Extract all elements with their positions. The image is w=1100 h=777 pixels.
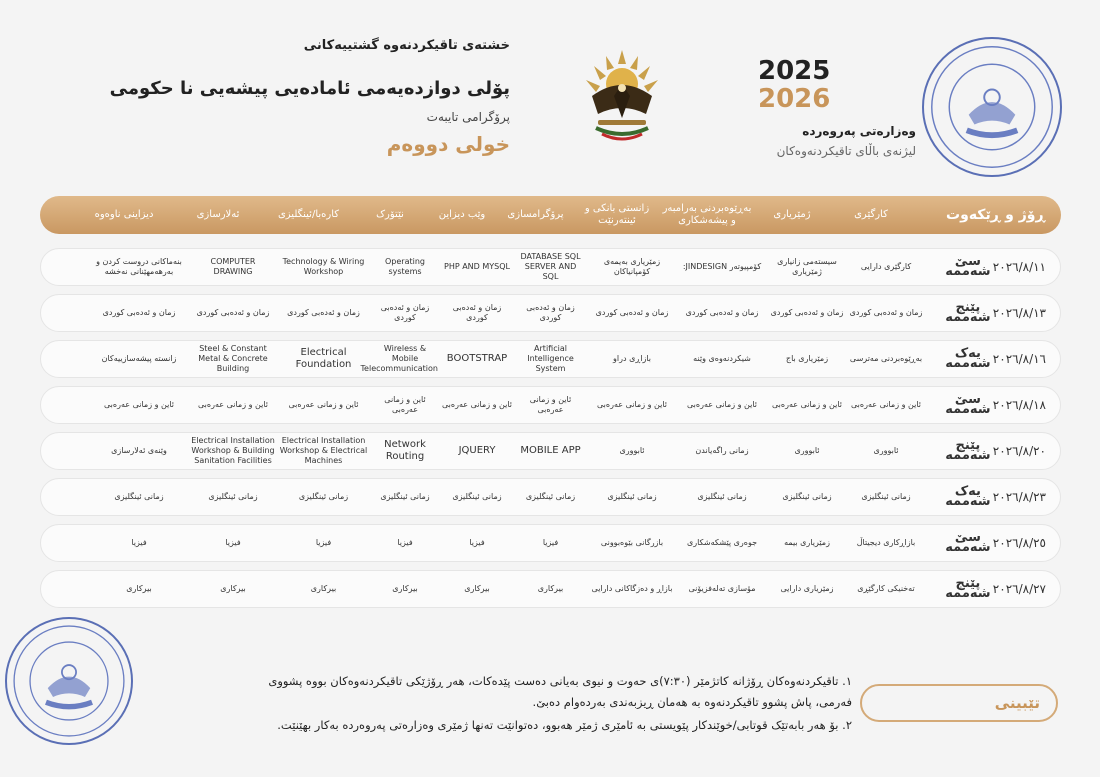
exam-date: ٢٠٢٦/٨/٢٣ — [992, 490, 1046, 504]
table-cell: بەڕێوەبردنی مەترسی — [849, 354, 923, 363]
table-cell: JQUERY — [458, 445, 496, 456]
table-cell: Steel & Constant Metal & Concrete Building — [198, 344, 268, 373]
table-cell: بیرکاری — [392, 584, 418, 593]
column-header: کارگێری — [854, 209, 888, 220]
table-cell: ئاین و زمانی عەرەبی — [288, 400, 359, 409]
column-header: زانستی بانکی و ئینتەرنێت — [584, 203, 650, 226]
table-row — [40, 432, 1061, 470]
table-cell: Electrical Foundation — [295, 347, 352, 370]
table-cell: شیکردنەوەی وێنە — [693, 354, 751, 363]
table-cell: جوەری پێشکەشکاری — [686, 538, 758, 547]
table-row — [40, 294, 1061, 332]
exam-date: ٢٠٢٦/٨/١٨ — [992, 398, 1046, 412]
note-line-2: ٢. بۆ هەر بابەتێک قوتابی/خوێندکار پێویستی بە ئامێری ژمێر هەبوو، دەتوانێت تەنها ژمێری وەزارەتی پەروەردە بەکار بهێنێت. — [277, 718, 852, 732]
table-cell: زمانی ئینگلیزی — [861, 492, 911, 501]
table-cell: بیرکاری — [537, 584, 564, 593]
table-cell: زمان و ئەدەبی کوردی — [849, 308, 923, 317]
committee-name: لیژنەی باڵای تاقیکردنەوەکان — [776, 144, 916, 158]
table-cell: Electrical Installation Workshop & Electrical Machines — [279, 436, 368, 465]
day-name: سێ شەممە — [945, 392, 991, 417]
table-cell: زمان و ئەدەبی کوردی — [287, 308, 360, 317]
table-header — [40, 196, 1061, 234]
table-cell: مۆسازی تەلەفزیۆنی — [688, 584, 756, 593]
exam-date: ٢٠٢٦/٨/٢٥ — [992, 536, 1046, 550]
table-cell: فیزیا — [397, 538, 413, 547]
table-cell: زمان و ئەدەبی کوردی — [380, 303, 430, 322]
table-cell: وێنەی ئەلارسازی — [111, 446, 167, 455]
table-cell: Wireless & Mobile Telecommunication — [360, 344, 438, 373]
table-cell: ئاین و زمانی عەرەبی — [529, 395, 572, 414]
table-cell: Electrical Installation Workshop & Building Sanitation Facilities — [191, 436, 275, 465]
table-cell: ئاین و زمانی عەرەبی — [104, 400, 174, 409]
table-cell: زمێریاری بەیمەی کۆمپانیاکان — [603, 257, 661, 276]
table-cell: ئاین و زمانی عەرەبی — [198, 400, 268, 409]
schedule-subtitle: خشتەی تاقیکردنەوە گشتییەکانی — [303, 38, 510, 53]
column-header: کارەبا/ئینگلیزی — [277, 209, 340, 220]
kurdistan-emblem-icon — [576, 44, 668, 148]
day-name: پێنج شەممە — [945, 300, 991, 325]
day-name: یەک شەممە — [945, 484, 991, 509]
table-cell: ئاین و زمانی عەرەبی — [442, 400, 512, 409]
day-name: سێ شەممە — [945, 530, 991, 555]
table-cell: زمانی ئینگلیزی — [782, 492, 832, 501]
table-cell: ئابووری — [873, 446, 899, 455]
table-row — [40, 524, 1061, 562]
page-title: پۆلی دوازدەیەمی ئامادەیی پیشەیی نا حکومی — [109, 78, 510, 99]
exam-date: ٢٠٢٦/٨/١١ — [992, 260, 1046, 274]
table-row — [40, 248, 1061, 286]
table-cell: زمانی ئینگلیزی — [298, 492, 349, 501]
note-line-1: ١. تاقیکردنەوەکان ڕۆژانە کاتژمێر (٧:٣٠)ی حەوت و نیوی بەیانی دەست پێدەکات، هەر ڕۆژێکی تاقیکردنەوەکان بووە پشووی — [268, 674, 852, 688]
table-cell: بازاڕکاری دیجیتاڵ — [856, 538, 916, 547]
table-cell: بیرکاری — [220, 584, 246, 593]
table-cell: PHP AND MYSQL — [444, 262, 510, 271]
table-cell: ئاین و زمانی عەرەبی — [597, 400, 667, 409]
table-cell: بیرکاری — [126, 584, 152, 593]
table-cell: فیزیا — [469, 538, 485, 547]
table-cell: تەخنیکی کارگێڕی — [857, 584, 915, 593]
column-header: ئەلارسازی — [196, 209, 240, 220]
table-cell: BOOTSTRAP — [446, 353, 508, 364]
table-cell: بازاڕی دراو — [613, 354, 651, 363]
table-cell: COMPUTER DRAWING — [210, 257, 256, 276]
program-label: پرۆگرامی تایبەت — [426, 110, 510, 124]
day-name: یەک شەممە — [945, 346, 991, 371]
table-cell: زمانی ئینگلیزی — [607, 492, 657, 501]
table-cell: سیستەمی زانیاری ژمێریاری — [777, 257, 837, 276]
table-cell: MOBILE APP — [520, 445, 581, 456]
ministry-name: وەزارەتی پەروەردە — [802, 124, 916, 138]
column-header: پرۆگرامسازی — [507, 209, 564, 220]
table-cell: زمێریاری بیمە — [784, 538, 830, 547]
table-row — [40, 478, 1061, 516]
table-cell: زمانی ئینگلیزی — [452, 492, 502, 501]
table-cell: زمێریاری دارایی — [780, 584, 834, 593]
table-cell: بازاڕ و دەزگاکانی دارایی — [591, 584, 673, 593]
table-cell: زمانی راگەیاندن — [695, 446, 749, 455]
table-cell: زمانی ئینگلیزی — [697, 492, 747, 501]
table-cell: زمان و ئەدەبی کوردی — [595, 308, 669, 317]
column-header-day: ڕۆژ و ڕێکەوت — [946, 207, 1045, 223]
exam-date: ٢٠٢٦/٨/١٣ — [992, 306, 1046, 320]
table-cell: بیرکاری — [310, 584, 337, 593]
table-cell: ئاین و زمانی عەرەبی — [687, 400, 757, 409]
year-end: 2026 — [758, 84, 831, 114]
notes-badge — [860, 684, 1058, 722]
exam-date: ٢٠٢٦/٨/٢٧ — [992, 582, 1046, 596]
table-cell: فیزیا — [315, 538, 332, 547]
table-cell: Network Routing — [384, 439, 426, 462]
table-cell: بنەماکانی دروست کردن و بەرهەمهێنانی نەخشە — [96, 257, 182, 276]
column-header: دیزاینی ناوەوە — [94, 209, 154, 220]
table-cell: بازرگانی بێوەبوونی — [600, 538, 664, 547]
table-row — [40, 386, 1061, 424]
column-header: نێتۆرک — [376, 209, 404, 220]
table-cell: زمان و ئەدەبی کوردی — [196, 308, 270, 317]
table-cell: زمانی ئینگلیزی — [208, 492, 258, 501]
column-header: بەڕێوەبردنی بەرامبەر و پیشەشکاری — [662, 203, 752, 226]
table-cell: ئابووری — [619, 446, 645, 455]
column-header: ژمێریاری — [773, 209, 811, 220]
table-cell: زمانی ئینگلیزی — [525, 492, 576, 501]
table-cell: زمان و ئەدەبی کوردی — [685, 308, 759, 317]
exam-date: ٢٠٢٦/٨/٢٠ — [992, 444, 1046, 458]
round-label: خولی دووەم — [386, 132, 510, 156]
table-cell: زانستە پیشەسازییەکان — [101, 354, 177, 363]
day-name: سێ شەممە — [945, 254, 991, 279]
day-name: پێنج شەممە — [945, 438, 991, 463]
table-cell: ئابووری — [794, 446, 820, 455]
table-cell: Operating systems — [385, 257, 425, 276]
schedule-table — [40, 248, 1061, 616]
table-cell: زمێریاری باج — [785, 354, 829, 363]
table-cell: کارگێری دارایی — [860, 262, 912, 271]
table-cell: ئاین و زمانی عەرەبی — [772, 400, 842, 409]
table-row — [40, 570, 1061, 608]
table-cell: ئاین و زمانی عەرەبی — [384, 395, 426, 414]
table-cell: فیزیا — [225, 538, 241, 547]
table-row — [40, 340, 1061, 378]
notes-label: تێبینی — [994, 694, 1040, 712]
table-cell: کۆمپیوتەر JINDESIGN: — [682, 262, 762, 271]
table-cell: زمان و ئەدەبی کوردی — [102, 308, 176, 317]
table-cell: زمانی ئینگلیزی — [380, 492, 430, 501]
exam-date: ٢٠٢٦/٨/١٦ — [992, 352, 1046, 366]
table-cell: فیزیا — [542, 538, 559, 547]
table-cell: Artificial Intelligence System — [527, 344, 574, 373]
ministry-stamp-icon — [922, 37, 1062, 177]
ministry-stamp-bottom-icon — [5, 617, 133, 745]
day-name: پێنج شەممە — [945, 576, 991, 601]
note-line-1-cont: فەرمی، پاش پشوو تاقیکردنەوە بە هەمان ڕیزبەندی بەردەوام دەبێ. — [532, 695, 852, 709]
column-header: وێب دیزاین — [438, 209, 486, 220]
table-cell: DATABASE SQL SERVER AND SQL — [520, 252, 581, 281]
table-cell: فیزیا — [131, 538, 147, 547]
year-start: 2025 — [758, 56, 831, 86]
table-cell: زمان و ئەدەبی کوردی — [452, 303, 502, 322]
table-cell: بیرکاری — [464, 584, 490, 593]
table-cell: زمانی ئینگلیزی — [114, 492, 164, 501]
table-cell: ئاین و زمانی عەرەبی — [851, 400, 921, 409]
table-cell: زمان و ئەدەبی کوردی — [770, 308, 844, 317]
table-cell: زمان و ئەدەبی کوردی — [526, 303, 575, 322]
table-cell: Technology & Wiring Workshop — [282, 257, 365, 276]
